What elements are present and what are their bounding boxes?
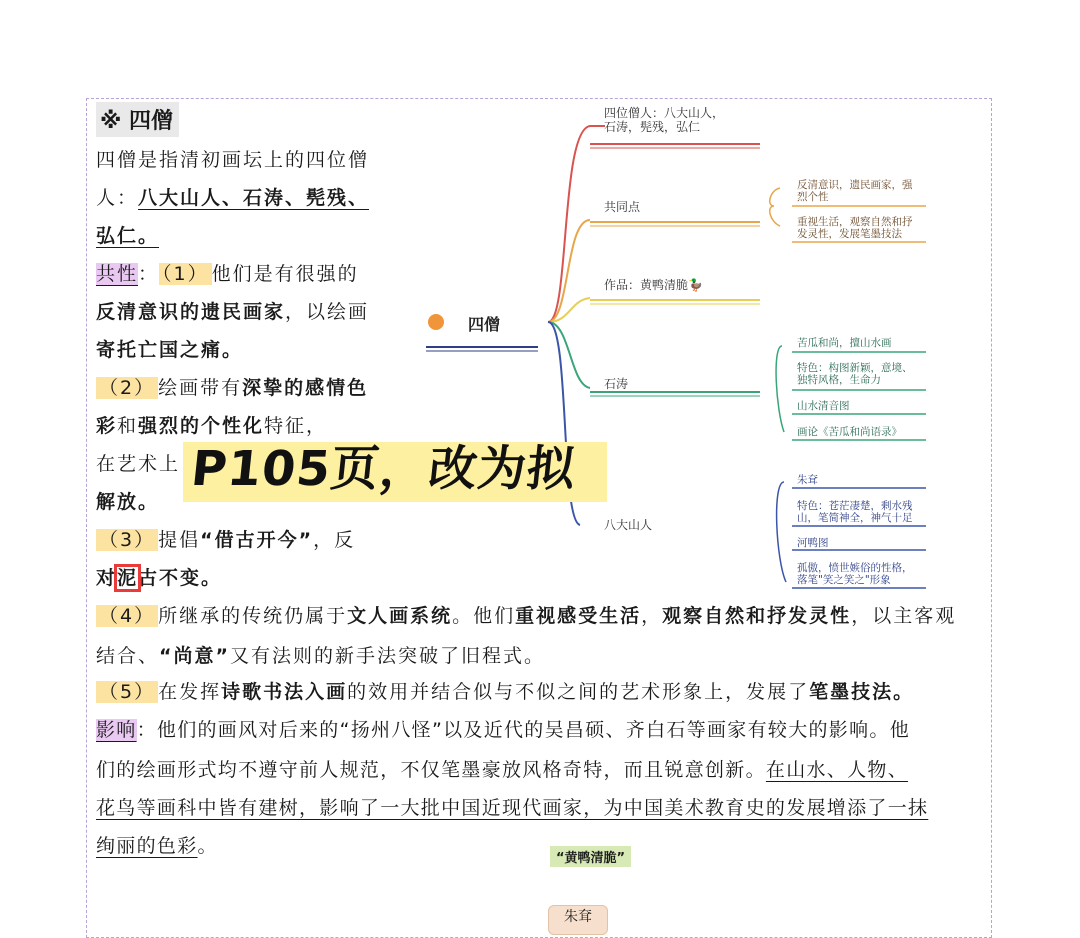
influence-text-1: ：他们的画风对后来的“扬州八怪”以及近代的吴昌硕、齐白石等画家有较大的影响。他 xyxy=(136,719,910,741)
branch-4-child-4: 画论《苦瓜和尚语录》 xyxy=(797,426,902,438)
branch-2-child-1: 反清意识，遗民画家，强 烈个性 xyxy=(797,179,913,203)
p3-b: “借古开今” xyxy=(200,529,314,551)
point-1-line-3: 寄托亡国之痛。 xyxy=(96,339,244,361)
mindmap-root: 四僧 xyxy=(468,315,501,334)
influence-text-2a: 们的绘画形式均不遵守前人规范，不仅笔墨豪放风格奇特，而且锐意创新。 xyxy=(96,759,766,781)
p3-line2-c: 古不变。 xyxy=(138,567,223,589)
branch-4-curve xyxy=(548,322,590,388)
branch-5-child-2: 特色：苍茫凄楚，剩水残 山，笔简神全，神气十足 xyxy=(797,500,913,524)
branch-1-label: 四位僧人：八大山人， 石涛，髡残，弘仁 xyxy=(604,106,725,134)
root-dot-icon xyxy=(428,314,444,330)
influence-line-3: 花鸟等画科中皆有建树，影响了一大批中国近现代画家，为中国美术教育史的发展增添了一抹 xyxy=(96,797,929,819)
p4-e: ， xyxy=(641,605,663,627)
point-2-line-3: 在艺术上 xyxy=(96,453,181,475)
highlighted-character: 泥 xyxy=(117,567,139,589)
p4-c: 。他们 xyxy=(452,605,516,627)
intro-line-2 xyxy=(96,186,369,210)
branch-5-child-4: 孤傲，愤世嫉俗的性格， 落笔"笑之笑之"形象 xyxy=(797,562,913,586)
branch-5-child-3: 河鸭图 xyxy=(797,537,829,549)
branch-2-brace xyxy=(770,188,780,226)
p5-a: 在发挥 xyxy=(158,681,222,703)
branch-2-child-2: 重视生活，观察自然和抒 发灵性，发展笔墨技法 xyxy=(797,216,913,240)
intro-prefix: 人： xyxy=(96,187,139,209)
intro-line-3: 弘仁。 xyxy=(96,225,160,247)
point-1-rest: ，以绘画 xyxy=(285,301,370,323)
branch-5-brace xyxy=(777,482,786,582)
point-3-number: （3） xyxy=(96,529,158,551)
common-line-1 xyxy=(96,262,359,286)
point-1-text: 他们是有很强的 xyxy=(211,263,359,285)
branch-5-child-1: 朱耷 xyxy=(797,474,818,486)
branch-3-label: 作品：黄鸭清脆🦆 xyxy=(604,278,703,292)
point-2-number: （2） xyxy=(96,377,158,399)
bottom-tag-button[interactable]: 朱耷 xyxy=(548,905,608,935)
branch-2-curve xyxy=(548,220,590,322)
p2-d: 特征， xyxy=(264,415,328,437)
branch-1-curve xyxy=(548,126,605,322)
influence-text-4a: 绚丽的色彩 xyxy=(96,835,198,857)
branch-2-label: 共同点 xyxy=(604,200,641,214)
p4-a: 所继承的传统仍属于 xyxy=(158,605,348,627)
point-2-text-a: 绘画带有 xyxy=(158,377,243,399)
p4-f: 观察自然和抒发灵性 xyxy=(662,605,852,627)
p3-c: ，反 xyxy=(313,529,356,551)
branch-5-label: 八大山人 xyxy=(604,518,653,532)
influence-text-2b: 在山水、人物、 xyxy=(765,759,909,781)
p2-c: 强烈的个性化 xyxy=(138,415,265,437)
branch-4-child-3: 山水清音图 xyxy=(797,400,850,412)
influence-line-1 xyxy=(96,718,910,742)
branch-4-child-2: 特色：构图新颖，意境、 独特风格，生命力 xyxy=(797,362,913,386)
point-2-text-b: 深挚的感情色 xyxy=(242,377,369,399)
point-3-line-1 xyxy=(96,528,355,552)
colon: ： xyxy=(138,263,160,285)
p4-d: 重视感受生活 xyxy=(515,605,642,627)
branch-4-brace xyxy=(776,346,784,432)
four-monks-names: 八大山人、石涛、髡残、 xyxy=(138,187,370,209)
p5-d: 笔墨技法。 xyxy=(809,681,915,703)
point-1-line-2 xyxy=(96,300,369,324)
p3-a: 提倡 xyxy=(158,529,201,551)
point-1-bold: 反清意识的遗民画家 xyxy=(96,301,286,323)
p4-l2-a: 结合、 xyxy=(96,645,160,667)
influence-line-4 xyxy=(96,834,218,858)
point-1-number: （1） xyxy=(159,263,212,285)
common-label: 共性 xyxy=(96,263,139,285)
point-5-line xyxy=(96,680,914,704)
p4-b: 文人画系统 xyxy=(347,605,453,627)
overlay-text: P105页，改为拟 xyxy=(188,441,579,497)
point-3-line-2 xyxy=(96,566,222,590)
influence-text-4b: 。 xyxy=(197,835,218,857)
p5-b: 诗歌书法入画 xyxy=(221,681,348,703)
point-4-line-2 xyxy=(96,644,545,668)
branch-4-label: 石涛 xyxy=(604,377,629,391)
branch-4-child-1: 苦瓜和尚，擅山水画 xyxy=(797,337,892,349)
point-5-number: （5） xyxy=(96,681,158,703)
influence-line-2 xyxy=(96,758,908,782)
point-2-line-1 xyxy=(96,376,368,400)
p2-b: 和 xyxy=(117,415,139,437)
point-4-line-1 xyxy=(96,604,956,628)
p2-a: 彩 xyxy=(96,415,118,437)
point-4-number: （4） xyxy=(96,605,158,627)
section-title: ※ 四僧 xyxy=(96,102,179,137)
p4-l2-c: 又有法则的新手法突破了旧程式。 xyxy=(230,645,546,667)
p4-l2-b: “尚意” xyxy=(159,645,230,667)
p4-g: ，以主客观 xyxy=(851,605,957,627)
p3-line2-a: 对 xyxy=(96,567,118,589)
intro-line-1: 四僧是指清初画坛上的四位僧 xyxy=(96,149,370,171)
influence-label: 影响 xyxy=(96,719,137,741)
p5-c: 的效用并结合似与不似之间的艺术形象上，发展了 xyxy=(347,681,810,703)
painting-caption: “黄鸭清脆” xyxy=(550,846,631,867)
point-2-line-4: 解放。 xyxy=(96,491,160,513)
